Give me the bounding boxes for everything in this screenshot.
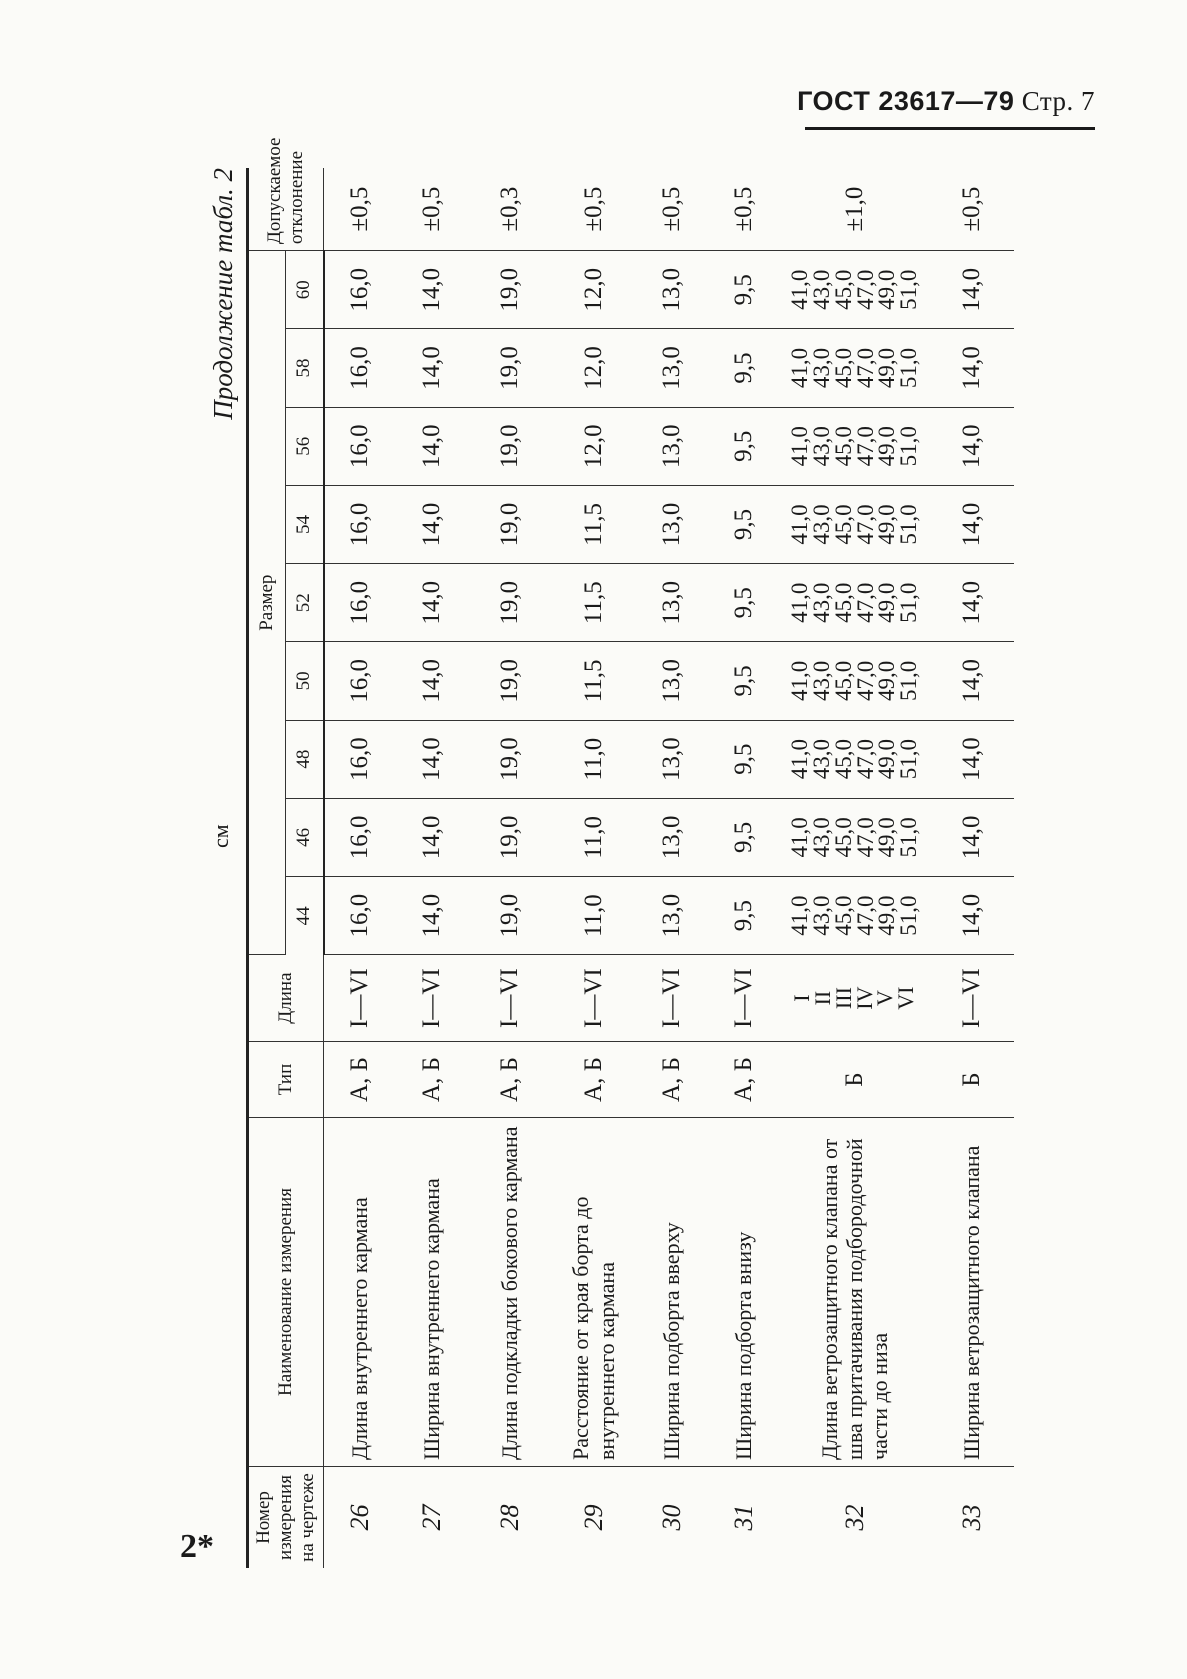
value-line: 43,0 bbox=[808, 504, 834, 545]
row-value: 11,5 bbox=[552, 642, 636, 720]
row-value: 16,0 bbox=[324, 407, 396, 485]
length-item: III bbox=[830, 987, 856, 1010]
row-value: 14,0 bbox=[396, 485, 468, 563]
row-value: 9,5 bbox=[708, 251, 780, 329]
row-value: 13,0 bbox=[636, 564, 708, 642]
header-rule bbox=[805, 127, 1095, 130]
value-line: 49,0 bbox=[874, 582, 900, 623]
row-value: 11,5 bbox=[552, 564, 636, 642]
value-line: 43,0 bbox=[808, 582, 834, 623]
row-value: 16,0 bbox=[324, 329, 396, 407]
unit-label: см bbox=[208, 824, 233, 848]
row-name: Ширина внутреннего кармана bbox=[396, 1118, 468, 1467]
row-name: Расстояние от края борта до внутреннего кармана bbox=[552, 1118, 636, 1467]
row-tolerance: ±0,5 bbox=[552, 168, 636, 251]
row-tolerance: ±0,5 bbox=[930, 168, 1014, 251]
row-value: 9,5 bbox=[708, 407, 780, 485]
value-line: 49,0 bbox=[874, 426, 900, 467]
value-line: 47,0 bbox=[852, 269, 878, 310]
row-value: 13,0 bbox=[636, 485, 708, 563]
value-line: 45,0 bbox=[830, 426, 856, 467]
row-value: 14,0 bbox=[930, 407, 1014, 485]
header-name: Наименование измерения bbox=[248, 1118, 324, 1467]
value-line: 43,0 bbox=[808, 426, 834, 467]
row-value: 9,5 bbox=[708, 798, 780, 876]
row-tolerance: ±1,0 bbox=[780, 168, 930, 251]
row-type: Б bbox=[930, 1041, 1014, 1117]
value-line: 41,0 bbox=[786, 895, 812, 936]
row-type: А, Б bbox=[636, 1041, 708, 1117]
row-value: 9,5 bbox=[708, 329, 780, 407]
header-size: 58 bbox=[286, 329, 324, 407]
value-line: 45,0 bbox=[830, 504, 856, 545]
row-name: Длина внутреннего кармана bbox=[324, 1118, 396, 1467]
value-line: 41,0 bbox=[786, 739, 812, 780]
row-value: 13,0 bbox=[636, 407, 708, 485]
row-value: 14,0 bbox=[930, 251, 1014, 329]
row-value: 16,0 bbox=[324, 564, 396, 642]
length-item: I bbox=[788, 994, 814, 1002]
row-length: I—VI bbox=[468, 955, 552, 1042]
row-value: 14,0 bbox=[396, 564, 468, 642]
value-line: 43,0 bbox=[808, 660, 834, 702]
value-line: 51,0 bbox=[896, 739, 922, 780]
row-value-multi bbox=[780, 877, 930, 955]
row-value: 16,0 bbox=[324, 720, 396, 798]
value-line: 41,0 bbox=[786, 660, 812, 702]
row-value: 14,0 bbox=[930, 564, 1014, 642]
row-value: 19,0 bbox=[468, 329, 552, 407]
value-line: 47,0 bbox=[852, 660, 878, 702]
row-value-multi bbox=[780, 642, 930, 720]
row-value: 9,5 bbox=[708, 642, 780, 720]
row-value-multi bbox=[780, 720, 930, 798]
value-line: 43,0 bbox=[808, 269, 834, 310]
value-line: 51,0 bbox=[896, 817, 922, 858]
row-name: Ширина подборта внизу bbox=[708, 1118, 780, 1467]
row-value: 19,0 bbox=[468, 485, 552, 563]
length-item: V bbox=[872, 990, 898, 1007]
value-line: 41,0 bbox=[786, 426, 812, 467]
table-row bbox=[396, 168, 468, 1568]
row-value: 19,0 bbox=[468, 642, 552, 720]
row-value: 11,5 bbox=[552, 485, 636, 563]
row-value: 14,0 bbox=[930, 485, 1014, 563]
row-value-multi bbox=[780, 407, 930, 485]
value-line: 51,0 bbox=[896, 582, 922, 623]
header-num: Номер измерения на чертеже bbox=[248, 1467, 324, 1569]
row-value: 14,0 bbox=[396, 877, 468, 955]
row-value: 12,0 bbox=[552, 251, 636, 329]
row-type: А, Б bbox=[324, 1041, 396, 1117]
value-line: 41,0 bbox=[786, 504, 812, 545]
row-value: 14,0 bbox=[930, 798, 1014, 876]
row-value: 14,0 bbox=[396, 642, 468, 720]
row-name: Ширина ветрозащитного клапана bbox=[930, 1118, 1014, 1467]
row-value: 19,0 bbox=[468, 251, 552, 329]
row-value: 19,0 bbox=[468, 877, 552, 955]
value-line: 41,0 bbox=[786, 347, 812, 389]
header-size: 54 bbox=[286, 485, 324, 563]
row-value-multi bbox=[780, 251, 930, 329]
row-length: I—VI bbox=[324, 955, 396, 1042]
row-value: 13,0 bbox=[636, 720, 708, 798]
row-tolerance: ±0,5 bbox=[324, 168, 396, 251]
rotated-table-block bbox=[208, 137, 1092, 1568]
row-type: А, Б bbox=[396, 1041, 468, 1117]
row-value: 16,0 bbox=[324, 798, 396, 876]
row-value: 16,0 bbox=[324, 877, 396, 955]
row-value: 14,0 bbox=[396, 251, 468, 329]
table-row bbox=[552, 168, 636, 1568]
value-line: 49,0 bbox=[874, 504, 900, 545]
measurements-table bbox=[246, 137, 1014, 1568]
header-size-group: Размер bbox=[248, 251, 286, 955]
length-item: II bbox=[809, 990, 835, 1006]
row-length-list bbox=[780, 955, 930, 1042]
header-size: 46 bbox=[286, 798, 324, 876]
header-length: Длина bbox=[248, 955, 324, 1042]
row-value: 11,0 bbox=[552, 798, 636, 876]
value-line: 43,0 bbox=[808, 347, 834, 389]
header-tolerance: Допускаемое отклонение bbox=[248, 168, 324, 251]
row-value: 14,0 bbox=[396, 329, 468, 407]
value-line: 51,0 bbox=[896, 426, 922, 467]
row-length: I—VI bbox=[930, 955, 1014, 1042]
length-item: VI bbox=[893, 986, 919, 1010]
value-line: 43,0 bbox=[808, 739, 834, 780]
value-line: 43,0 bbox=[808, 895, 834, 936]
row-number: 31 bbox=[728, 1504, 758, 1531]
length-item: IV bbox=[851, 986, 877, 1010]
header-size: 44 bbox=[286, 877, 324, 955]
row-length: I—VI bbox=[396, 955, 468, 1042]
value-line: 45,0 bbox=[830, 269, 856, 310]
header-size: 52 bbox=[286, 564, 324, 642]
value-line: 41,0 bbox=[786, 269, 812, 310]
table-row bbox=[324, 168, 396, 1568]
row-value: 19,0 bbox=[468, 407, 552, 485]
row-number: 27 bbox=[416, 1504, 446, 1531]
value-line: 45,0 bbox=[830, 739, 856, 780]
value-line: 45,0 bbox=[830, 660, 856, 702]
row-value: 13,0 bbox=[636, 329, 708, 407]
page-mark: 2* bbox=[180, 1528, 214, 1565]
value-line: 49,0 bbox=[874, 269, 900, 310]
header-size: 48 bbox=[286, 720, 324, 798]
row-number: 33 bbox=[956, 1504, 986, 1531]
value-line: 49,0 bbox=[874, 660, 900, 702]
row-value: 13,0 bbox=[636, 877, 708, 955]
value-line: 45,0 bbox=[830, 817, 856, 858]
header-type: Тип bbox=[248, 1041, 324, 1117]
header-size: 56 bbox=[286, 407, 324, 485]
value-line: 47,0 bbox=[852, 817, 878, 858]
row-value-multi bbox=[780, 564, 930, 642]
value-line: 51,0 bbox=[896, 895, 922, 936]
value-line: 51,0 bbox=[896, 660, 922, 702]
row-value: 19,0 bbox=[468, 720, 552, 798]
row-value: 12,0 bbox=[552, 407, 636, 485]
row-name: Ширина подборта вверху bbox=[636, 1118, 708, 1467]
row-value: 14,0 bbox=[930, 642, 1014, 720]
value-line: 45,0 bbox=[830, 895, 856, 936]
row-value: 14,0 bbox=[930, 877, 1014, 955]
gost-number: ГОСТ 23617—79 bbox=[797, 86, 1015, 116]
table-row bbox=[708, 168, 780, 1568]
row-value: 14,0 bbox=[396, 407, 468, 485]
row-value: 11,0 bbox=[552, 877, 636, 955]
row-value: 11,0 bbox=[552, 720, 636, 798]
row-type: А, Б bbox=[552, 1041, 636, 1117]
table-row bbox=[780, 168, 930, 1568]
value-line: 45,0 bbox=[830, 582, 856, 623]
row-length: I—VI bbox=[552, 955, 636, 1042]
row-value-multi bbox=[780, 485, 930, 563]
header-size: 60 bbox=[286, 251, 324, 329]
value-line: 47,0 bbox=[852, 739, 878, 780]
row-value: 12,0 bbox=[552, 329, 636, 407]
page-number: Стр. 7 bbox=[1021, 86, 1095, 116]
row-number: 32 bbox=[839, 1504, 869, 1531]
row-value: 9,5 bbox=[708, 564, 780, 642]
value-line: 47,0 bbox=[852, 347, 878, 389]
value-line: 43,0 bbox=[808, 817, 834, 858]
row-name: Длина ветрозащитного клапана от шва притачивания подбородочной части до низа bbox=[780, 1118, 930, 1467]
value-line: 41,0 bbox=[786, 817, 812, 858]
row-value: 9,5 bbox=[708, 877, 780, 955]
row-value: 13,0 bbox=[636, 642, 708, 720]
row-value: 14,0 bbox=[396, 798, 468, 876]
row-value: 19,0 bbox=[468, 564, 552, 642]
row-value: 16,0 bbox=[324, 251, 396, 329]
table-continuation-caption: Продолжение табл. 2 bbox=[208, 168, 238, 420]
value-line: 49,0 bbox=[874, 347, 900, 389]
row-type: А, Б bbox=[468, 1041, 552, 1117]
row-type: А, Б bbox=[708, 1041, 780, 1117]
value-line: 51,0 bbox=[896, 269, 922, 310]
header-size: 50 bbox=[286, 642, 324, 720]
page-header bbox=[797, 86, 1095, 117]
value-line: 49,0 bbox=[874, 817, 900, 858]
row-tolerance: ±0,5 bbox=[396, 168, 468, 251]
row-value-multi bbox=[780, 329, 930, 407]
row-name: Длина подкладки бокового кармана bbox=[468, 1118, 552, 1467]
row-tolerance: ±0,3 bbox=[468, 168, 552, 251]
value-line: 41,0 bbox=[786, 582, 812, 623]
row-value: 13,0 bbox=[636, 798, 708, 876]
value-line: 47,0 bbox=[852, 426, 878, 467]
row-tolerance: ±0,5 bbox=[708, 168, 780, 251]
value-line: 49,0 bbox=[874, 895, 900, 936]
value-line: 47,0 bbox=[852, 504, 878, 545]
row-value: 14,0 bbox=[396, 720, 468, 798]
value-line: 51,0 bbox=[896, 504, 922, 545]
table-row bbox=[636, 168, 708, 1568]
row-value: 9,5 bbox=[708, 485, 780, 563]
row-number: 28 bbox=[494, 1504, 524, 1531]
row-number: 29 bbox=[578, 1504, 608, 1531]
row-number: 26 bbox=[344, 1504, 374, 1531]
value-line: 47,0 bbox=[852, 582, 878, 623]
row-number: 30 bbox=[656, 1504, 686, 1531]
row-value: 16,0 bbox=[324, 485, 396, 563]
table-row bbox=[930, 168, 1014, 1568]
row-value: 16,0 bbox=[324, 642, 396, 720]
row-length: I—VI bbox=[708, 955, 780, 1042]
row-value-multi bbox=[780, 798, 930, 876]
row-length: I—VI bbox=[636, 955, 708, 1042]
row-value: 14,0 bbox=[930, 329, 1014, 407]
row-value: 9,5 bbox=[708, 720, 780, 798]
row-value: 14,0 bbox=[930, 720, 1014, 798]
row-tolerance: ±0,5 bbox=[636, 168, 708, 251]
table-row bbox=[468, 168, 552, 1568]
value-line: 49,0 bbox=[874, 739, 900, 780]
value-line: 45,0 bbox=[830, 347, 856, 389]
row-type: Б bbox=[780, 1041, 930, 1117]
value-line: 51,0 bbox=[896, 347, 922, 389]
value-line: 47,0 bbox=[852, 895, 878, 936]
row-value: 13,0 bbox=[636, 251, 708, 329]
row-value: 19,0 bbox=[468, 798, 552, 876]
